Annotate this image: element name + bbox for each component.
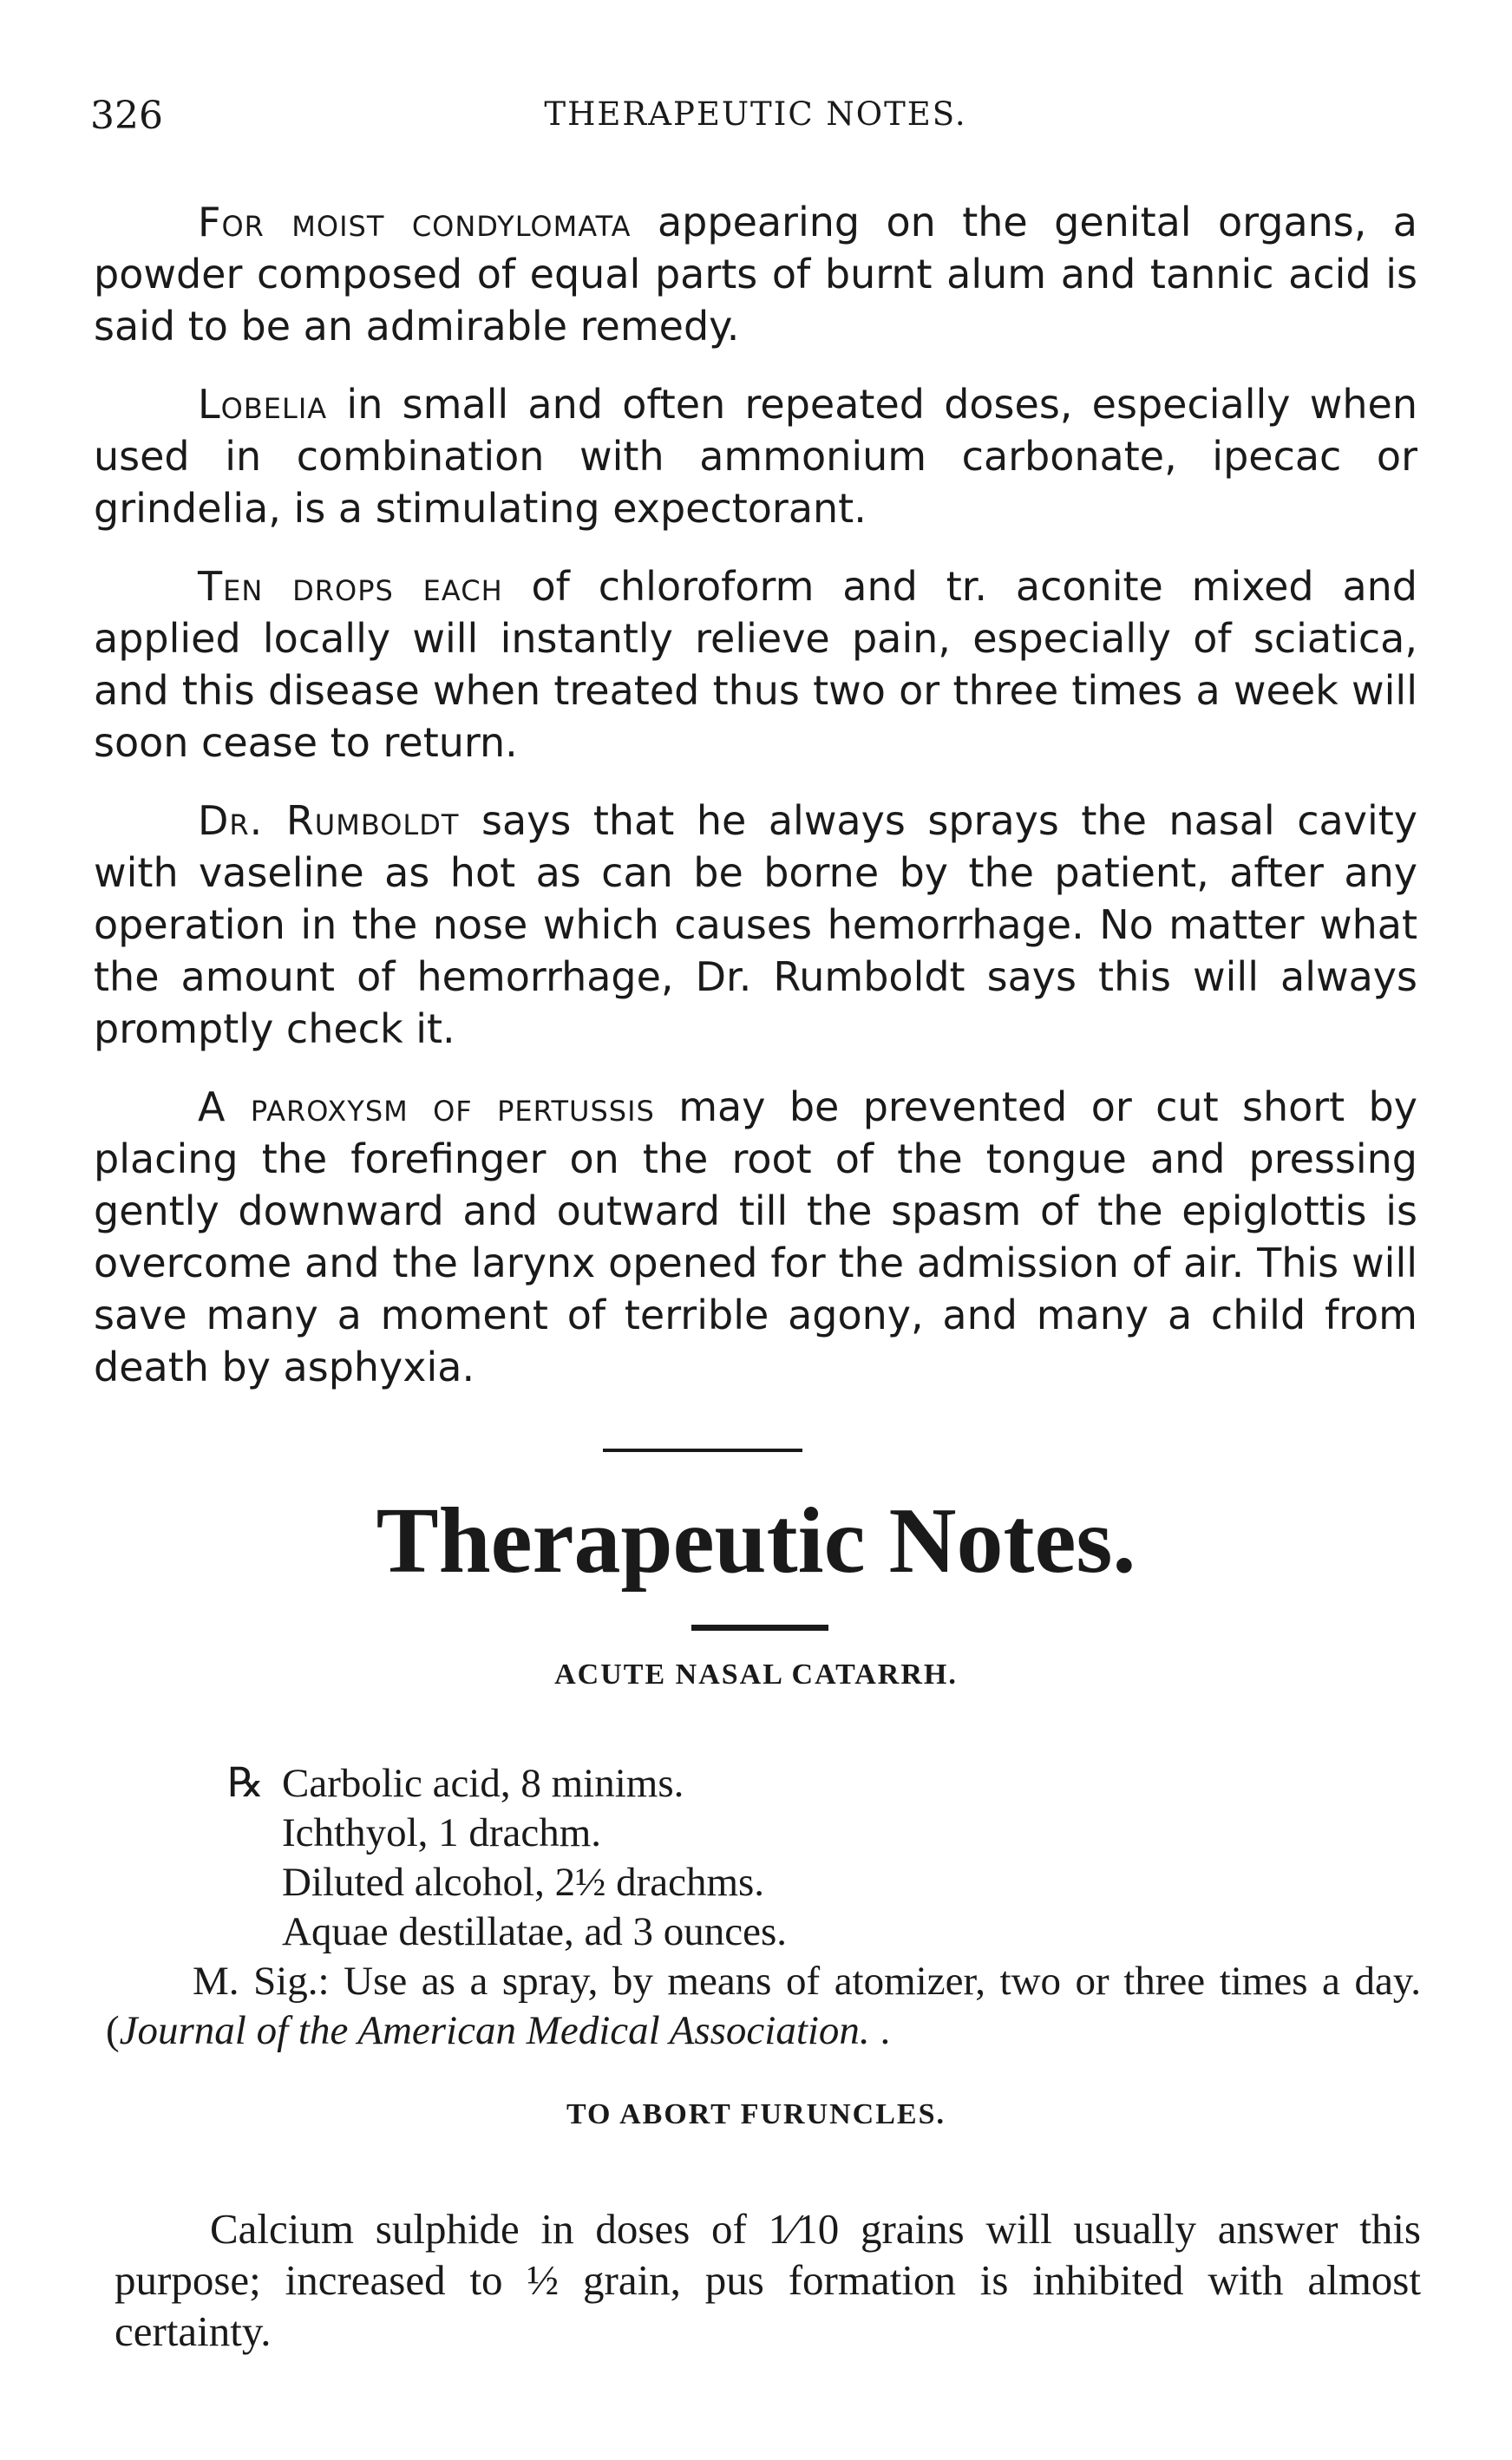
note-lead: Dr. Rumboldt <box>198 797 460 844</box>
prescription <box>227 1759 1442 1957</box>
note-paragraph <box>94 196 1417 352</box>
closing-text: Calcium sulphide in doses of 1⁄10 grains will usually answer this purpose; increased to ½ grain, pus formation is inhibited with almost certainty. <box>115 2205 1421 2355</box>
title-underline <box>691 1625 828 1631</box>
note-body: may be prevented or cut short by placing the forefinger on the root of the tongue and pressing gently downward and outward till the spasm of the epiglottis is overcome and the larynx opened for the admission of air. This will save many a moment of terrible agony, and many a child from death by asphyxia. <box>94 1083 1417 1390</box>
page-number: 326 <box>90 94 163 138</box>
signature-lead: M. Sig.: <box>193 1959 330 2004</box>
note-body: appearing on the genital organs, a powder composed of equal parts of burnt alum and tannic acid is said to be an admirable remedy. <box>94 199 1417 350</box>
subheading-abort-furuncles: TO ABORT FURUNCLES. <box>566 2098 946 2130</box>
prescription-line: ℞ Carbolic acid, 8 minims. <box>227 1759 1442 1809</box>
note-paragraph <box>94 378 1417 534</box>
prescription-line: Diluted alcohol, 2½ drachms. <box>282 1860 765 1905</box>
note-body: in small and often repeated doses, especially when used in combination with ammonium carbonate, ipecac or grindelia, is a stimulating expectorant. <box>94 381 1417 532</box>
citation: Journal of the American Medical Association. <box>119 2008 870 2053</box>
recipe-symbol: ℞ <box>227 1761 265 1806</box>
note-paragraph <box>94 1081 1417 1393</box>
subheading-acute-nasal-catarrh: ACUTE NASAL CATARRH. <box>554 1659 958 1691</box>
note-body: of chloroform and tr. aconite mixed and applied locally will instantly relieve pain, especially of sciatica, and this disease when treated thus two or three times a week will soon cease to return. <box>94 563 1417 766</box>
prescription-signature <box>106 1957 1421 2056</box>
running-head: THERAPEUTIC NOTES. <box>544 95 967 133</box>
prescription-line: Aquae destillatae, ad 3 ounces. <box>282 1909 788 1954</box>
divider-rule <box>603 1449 802 1452</box>
prescription-line: Ichthyol, 1 drachm. <box>282 1810 602 1855</box>
note-lead: Ten drops each <box>198 563 503 610</box>
note-paragraph <box>94 560 1417 769</box>
signature-text: Use as a spray, by means of atomizer, two or three times a day. ( <box>106 1959 1422 2053</box>
signature-tail: . <box>869 2008 891 2053</box>
note-lead: A paroxysm of pertussis <box>198 1083 655 1130</box>
note-lead: For moist condylomata <box>198 199 632 245</box>
page-header <box>90 94 1421 146</box>
section-title: Therapeutic Notes. <box>376 1489 1136 1593</box>
closing-paragraph <box>115 2203 1421 2357</box>
note-body: says that he always sprays the nasal cavity with vaseline as hot as can be borne by the patient, after any operation in the nose which causes hemorrhage. No matter what the amount of hemorrhage, Dr. Rumboldt says this will always promptly check it. <box>94 797 1417 1052</box>
note-lead: Lobelia <box>198 381 328 428</box>
note-paragraph <box>94 795 1417 1055</box>
notes-list <box>94 196 1417 1419</box>
